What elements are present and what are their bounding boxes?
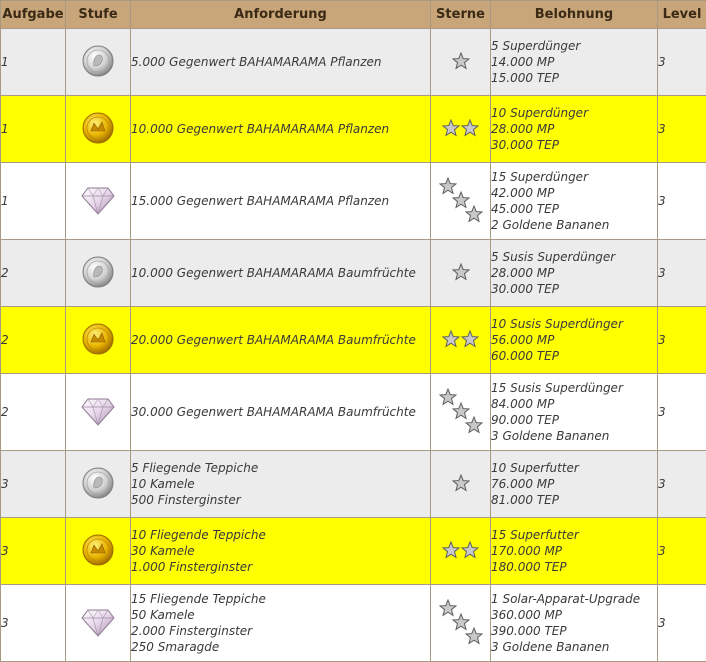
stufe-cell xyxy=(66,585,131,662)
belohnung-line: 390.000 TEP xyxy=(491,623,657,639)
belohnung-line: 15 Susis Superdünger xyxy=(491,380,657,396)
star-rating xyxy=(452,52,470,73)
belohnung-line: 42.000 MP xyxy=(491,185,657,201)
table-row xyxy=(1,518,706,585)
belohnung-line: 360.000 MP xyxy=(491,607,657,623)
aufgabe-cell: 1 xyxy=(1,29,66,96)
level-cell: 3 xyxy=(658,96,706,163)
belohnung-line: 28.000 MP xyxy=(491,265,657,281)
silver-medal-icon xyxy=(81,255,115,292)
aufgabe-cell: 3 xyxy=(1,518,66,585)
stufe-cell xyxy=(66,374,131,451)
star-icon xyxy=(465,627,483,645)
anforderung-cell xyxy=(131,163,431,240)
anforderung-line: 500 Finsterginster xyxy=(131,492,430,508)
level-cell: 3 xyxy=(658,163,706,240)
sterne-cell xyxy=(431,96,491,163)
diamond-icon xyxy=(80,605,116,642)
star-icon xyxy=(465,205,483,223)
anforderung-line: 20.000 Gegenwert BAHAMARAMA Baumfrüchte xyxy=(131,332,430,348)
sterne-cell xyxy=(431,163,491,240)
star-icon xyxy=(452,52,470,73)
anforderung-line: 250 Smaragde xyxy=(131,639,430,655)
sterne-cell xyxy=(431,29,491,96)
belohnung-line: 5 Susis Superdünger xyxy=(491,249,657,265)
belohnung-cell xyxy=(491,163,658,240)
belohnung-line: 15.000 TEP xyxy=(491,70,657,86)
belohnung-line: 56.000 MP xyxy=(491,332,657,348)
stufe-cell xyxy=(66,29,131,96)
sterne-cell xyxy=(431,240,491,307)
level-cell: 3 xyxy=(658,451,706,518)
anforderung-line: 15 Fliegende Teppiche xyxy=(131,591,430,607)
diamond-icon xyxy=(80,183,116,220)
diamond-icon xyxy=(80,394,116,431)
star-rating xyxy=(452,474,470,495)
aufgabe-cell: 1 xyxy=(1,96,66,163)
table-row xyxy=(1,374,706,451)
belohnung-cell xyxy=(491,518,658,585)
gold-medal-icon xyxy=(81,322,115,359)
aufgabe-cell: 3 xyxy=(1,451,66,518)
aufgabe-cell: 2 xyxy=(1,240,66,307)
aufgabe-cell: 2 xyxy=(1,374,66,451)
table-row xyxy=(1,29,706,96)
belohnung-cell xyxy=(491,585,658,662)
belohnung-line: 60.000 TEP xyxy=(491,348,657,364)
sterne-cell xyxy=(431,307,491,374)
sterne-cell xyxy=(431,374,491,451)
anforderung-cell xyxy=(131,585,431,662)
sterne-cell xyxy=(431,585,491,662)
belohnung-line: 180.000 TEP xyxy=(491,559,657,575)
table-row xyxy=(1,307,706,374)
stufe-cell xyxy=(66,518,131,585)
belohnung-line: 15 Superdünger xyxy=(491,169,657,185)
stufe-cell xyxy=(66,240,131,307)
belohnung-line: 10 Superfutter xyxy=(491,460,657,476)
header-belohnung: Belohnung xyxy=(491,1,658,29)
star-icon xyxy=(452,263,470,284)
belohnung-line: 3 Goldene Bananen xyxy=(491,428,657,444)
belohnung-line: 10 Superdünger xyxy=(491,105,657,121)
level-cell: 3 xyxy=(658,240,706,307)
header-aufgabe: Aufgabe xyxy=(1,1,66,29)
level-cell: 3 xyxy=(658,374,706,451)
belohnung-line: 84.000 MP xyxy=(491,396,657,412)
table-row xyxy=(1,96,706,163)
anforderung-line: 30 Kamele xyxy=(131,543,430,559)
anforderung-line: 5 Fliegende Teppiche xyxy=(131,460,430,476)
star-icon xyxy=(461,330,479,351)
star-icon xyxy=(442,119,460,140)
star-icon xyxy=(442,541,460,562)
stufe-cell xyxy=(66,451,131,518)
table-header-row xyxy=(1,1,706,29)
table-body xyxy=(1,29,706,662)
belohnung-line: 30.000 TEP xyxy=(491,281,657,297)
anforderung-line: 1.000 Finsterginster xyxy=(131,559,430,575)
table-row xyxy=(1,451,706,518)
anforderung-line: 2.000 Finsterginster xyxy=(131,623,430,639)
header-stufe: Stufe xyxy=(66,1,131,29)
belohnung-line: 76.000 MP xyxy=(491,476,657,492)
aufgabe-cell: 2 xyxy=(1,307,66,374)
sterne-cell xyxy=(431,518,491,585)
stufe-cell xyxy=(66,307,131,374)
belohnung-line: 3 Goldene Bananen xyxy=(491,639,657,655)
anforderung-line: 10 Kamele xyxy=(131,476,430,492)
level-cell: 3 xyxy=(658,585,706,662)
aufgabe-cell: 3 xyxy=(1,585,66,662)
anforderung-line: 15.000 Gegenwert BAHAMARAMA Pflanzen xyxy=(131,193,430,209)
star-rating xyxy=(439,388,483,434)
star-rating xyxy=(442,119,479,140)
belohnung-line: 1 Solar-Apparat-Upgrade xyxy=(491,591,657,607)
anforderung-cell xyxy=(131,374,431,451)
star-rating xyxy=(442,541,479,562)
belohnung-cell xyxy=(491,374,658,451)
belohnung-cell xyxy=(491,240,658,307)
belohnung-line: 15 Superfutter xyxy=(491,527,657,543)
aufgabe-cell: 1 xyxy=(1,163,66,240)
stufe-cell xyxy=(66,96,131,163)
silver-medal-icon xyxy=(81,44,115,81)
star-rating xyxy=(439,599,483,645)
belohnung-line: 14.000 MP xyxy=(491,54,657,70)
header-sterne: Sterne xyxy=(431,1,491,29)
anforderung-line: 50 Kamele xyxy=(131,607,430,623)
level-cell: 3 xyxy=(658,307,706,374)
gold-medal-icon xyxy=(81,111,115,148)
belohnung-line: 2 Goldene Bananen xyxy=(491,217,657,233)
belohnung-line: 45.000 TEP xyxy=(491,201,657,217)
anforderung-cell xyxy=(131,307,431,374)
belohnung-line: 10 Susis Superdünger xyxy=(491,316,657,332)
anforderung-line: 10.000 Gegenwert BAHAMARAMA Baumfrüchte xyxy=(131,265,430,281)
belohnung-line: 30.000 TEP xyxy=(491,137,657,153)
anforderung-cell xyxy=(131,518,431,585)
sterne-cell xyxy=(431,451,491,518)
table-row xyxy=(1,585,706,662)
anforderung-line: 30.000 Gegenwert BAHAMARAMA Baumfrüchte xyxy=(131,404,430,420)
anforderung-cell xyxy=(131,29,431,96)
belohnung-cell xyxy=(491,451,658,518)
table-row xyxy=(1,163,706,240)
star-rating xyxy=(442,330,479,351)
level-cell: 3 xyxy=(658,518,706,585)
anforderung-line: 10 Fliegende Teppiche xyxy=(131,527,430,543)
star-icon xyxy=(442,330,460,351)
header-anforderung: Anforderung xyxy=(131,1,431,29)
silver-medal-icon xyxy=(81,466,115,503)
star-icon xyxy=(452,474,470,495)
belohnung-line: 5 Superdünger xyxy=(491,38,657,54)
table-row xyxy=(1,240,706,307)
star-icon xyxy=(465,416,483,434)
anforderung-line: 10.000 Gegenwert BAHAMARAMA Pflanzen xyxy=(131,121,430,137)
belohnung-cell xyxy=(491,307,658,374)
star-icon xyxy=(461,119,479,140)
anforderung-line: 5.000 Gegenwert BAHAMARAMA Pflanzen xyxy=(131,54,430,70)
belohnung-line: 90.000 TEP xyxy=(491,412,657,428)
star-rating xyxy=(439,177,483,223)
anforderung-cell xyxy=(131,451,431,518)
gold-medal-icon xyxy=(81,533,115,570)
belohnung-line: 28.000 MP xyxy=(491,121,657,137)
belohnung-line: 81.000 TEP xyxy=(491,492,657,508)
header-level: Level xyxy=(658,1,706,29)
anforderung-cell xyxy=(131,240,431,307)
level-cell: 3 xyxy=(658,29,706,96)
star-icon xyxy=(461,541,479,562)
belohnung-cell xyxy=(491,29,658,96)
belohnung-line: 170.000 MP xyxy=(491,543,657,559)
star-rating xyxy=(452,263,470,284)
belohnung-cell xyxy=(491,96,658,163)
anforderung-cell xyxy=(131,96,431,163)
stufe-cell xyxy=(66,163,131,240)
